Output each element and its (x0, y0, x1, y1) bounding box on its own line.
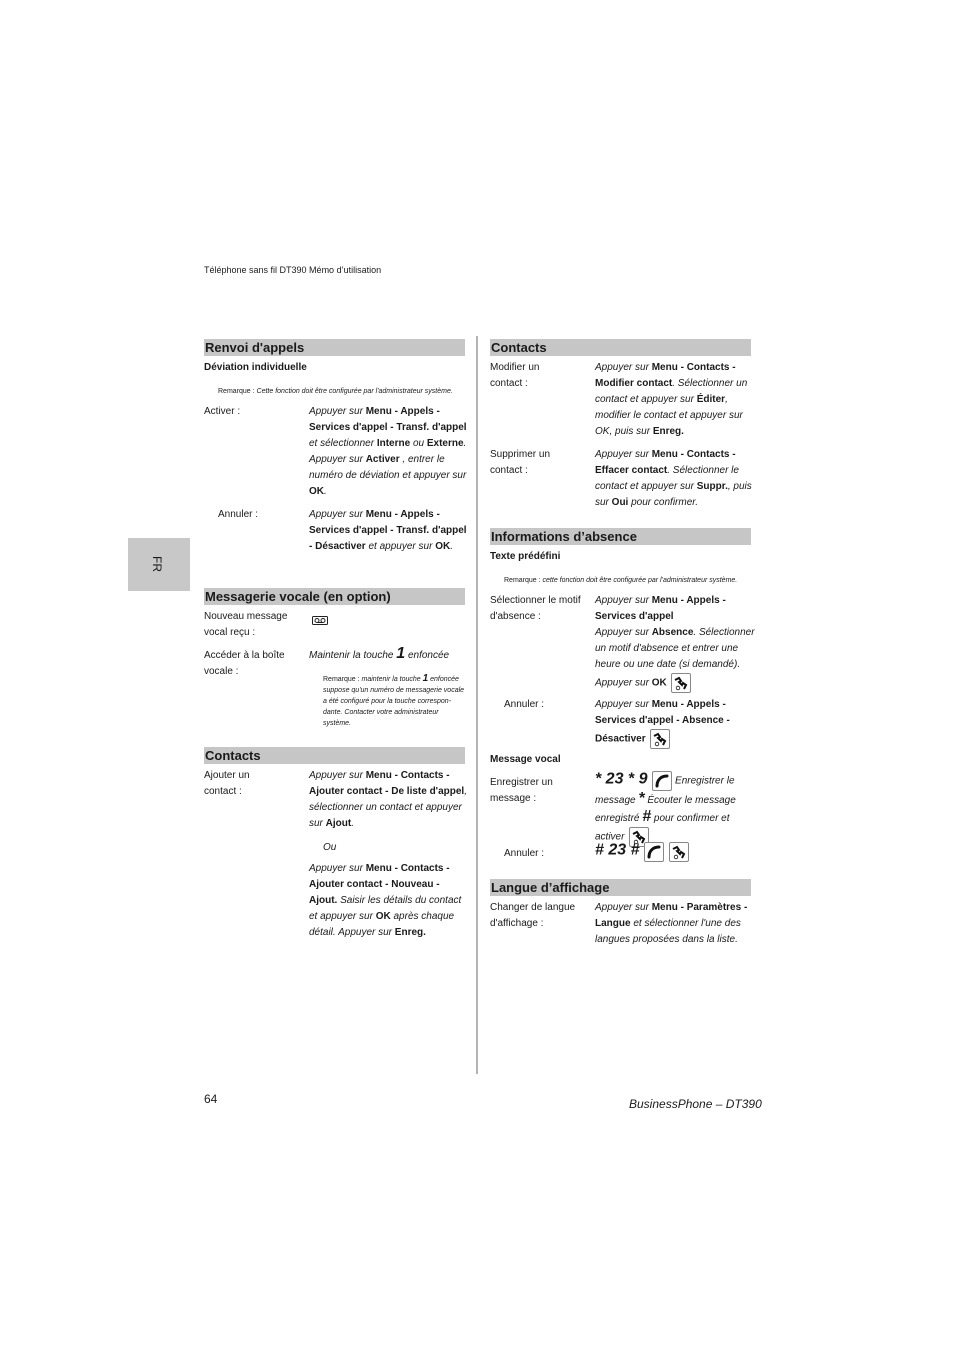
phone-onhook-icon (671, 673, 691, 693)
language-tab: FR (128, 538, 190, 591)
renvoi-annuler-instructions: Appuyer sur Menu - Appels - Services d'appel - Transf. d'appel - Désactiver et appuyer sur OK. (309, 509, 467, 552)
supprimer-instructions: Appuyer sur Menu - Contacts - Effacer contact. Sélectionner le contact et appuyer sur Suppr., puis sur Oui pour confirmer. (595, 449, 752, 508)
absence-annuler-instructions: Appuyer sur Menu - Appels - Services d'appel - Absence - Désactiver (595, 697, 755, 749)
section-contacts-right-title: Contacts (490, 339, 751, 356)
section-messagerie-title: Messagerie vocale (en option) (204, 588, 465, 605)
renvoi-annuler-label: Annuler : (218, 509, 259, 520)
section-langue-title: Langue d’affichage (490, 879, 751, 896)
ajouter-instructions-1: Appuyer sur Menu - Contacts - Ajouter contact - De liste d'appel, sélectionner un contact et appuyer sur Ajout. (309, 770, 467, 829)
renvoi-note: Remarque : Cette fonction doit être configurée par l'administrateur système. (218, 388, 453, 395)
modifier-instructions: Appuyer sur Menu - Contacts - Modifier contact. Sélectionner un contact et appuyer sur Éditer, modifier le contact et appuyer sur OK, puis sur Enreg. (595, 362, 748, 437)
phone-onhook-icon (650, 729, 670, 749)
ajouter-label: Ajouter un contact : (204, 770, 250, 797)
phone-onhook-icon (669, 842, 689, 862)
renvoi-subtitle: Déviation individuelle (204, 362, 307, 373)
ou-text: Ou (323, 842, 337, 853)
selectionner-label: Sélectionner le motif d'absence : (490, 595, 581, 622)
texte-predefini-subtitle: Texte prédéfini (490, 551, 561, 562)
changer-langue-label: Changer de langue d'affichage : (490, 902, 576, 929)
acceder-label: Accéder à la boîte vocale : (204, 650, 285, 677)
message-vocal-subtitle: Message vocal (490, 754, 561, 765)
voicemail-icon (312, 612, 328, 630)
header-title: Téléphone sans fil DT390 Mémo d’utilisation (204, 265, 382, 275)
message-annuler-label: Annuler : (504, 848, 545, 859)
supprimer-label: Supprimer un contact : (490, 449, 551, 476)
nouveau-message-label: Nouveau message vocal reçu : (204, 611, 288, 638)
section-contacts-left-title: Contacts (204, 747, 465, 764)
message-annuler-instructions: # 23 # (595, 842, 755, 862)
section-absence-title: Informations d’absence (490, 528, 751, 545)
modifier-label: Modifier un contact : (490, 362, 540, 389)
page-number: 64 (204, 1092, 218, 1106)
absence-note: Remarque : cette fonction doit être configurée par l'administrateur système. (504, 577, 738, 584)
acceder-instructions: Maintenir la touche 1 enfoncée (309, 645, 450, 662)
phone-offhook-icon (644, 842, 664, 862)
phone-offhook-icon (652, 771, 672, 791)
enregistrer-instructions: * 23 * 9 Enregistrer le message * Écouter le message enregistré # pour confirmer et activer (595, 771, 755, 847)
acceder-note: Remarque : maintenir la touche 1 enfoncée suppose qu'un numéro de messagerie vocale a été configuré pour la touche correspon-dante. Contacter votre administrateur système. (323, 673, 465, 727)
ajouter-instructions-2: Appuyer sur Menu - Contacts - Ajouter contact - Nouveau - Ajout. Saisir les détails du contact et appuyer sur OK après chaque détail. Appuyer sur Enreg. (309, 863, 462, 938)
footer-product: BusinessPhone – DT390 (629, 1097, 762, 1111)
activer-label: Activer : (204, 406, 241, 417)
selectionner-instructions: Appuyer sur Menu - Appels - Services d'appel Appuyer sur Absence. Sélectionner un motif d'absence et entrer une heure ou une date (si demandé). Appuyer sur OK (595, 593, 755, 693)
activer-instructions: Appuyer sur Menu - Appels - Services d'appel - Transf. d'appel et sélectionner Interne ou Externe. Appuyer sur Activer , entrer le numéro de déviation et appuyer sur OK. (309, 406, 467, 497)
absence-annuler-label: Annuler : (504, 699, 545, 710)
changer-langue-instructions: Appuyer sur Menu - Paramètres - Langue et sélectionner l'une des langues proposées dans la liste. (595, 902, 748, 945)
section-renvoi-title: Renvoi d'appels (204, 339, 465, 356)
enregistrer-label: Enregistrer un message : (490, 777, 553, 804)
column-divider (476, 336, 478, 1074)
